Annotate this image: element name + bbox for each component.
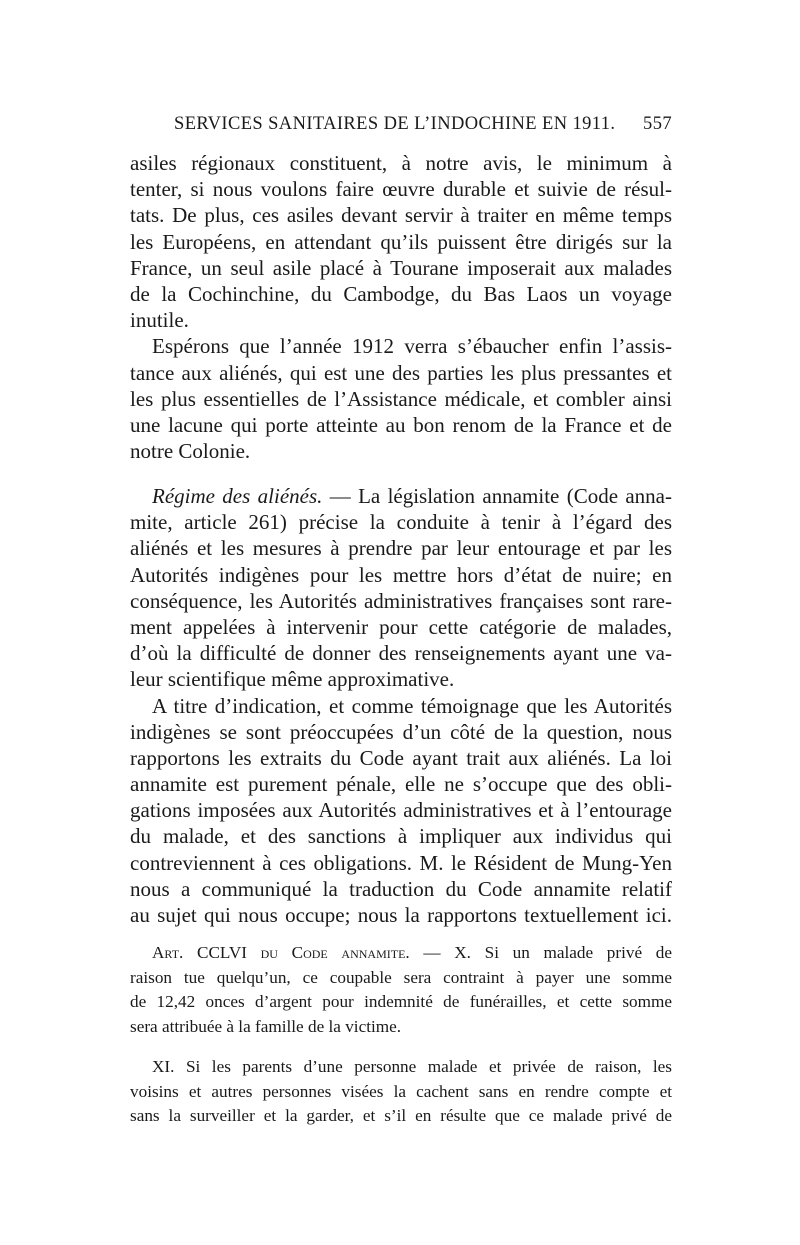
text-line: d’où la difficulté de donner des renseignements ayant une va- xyxy=(130,641,672,666)
article-label: Art. CCLVI du Code annamite. xyxy=(152,943,410,962)
code-extract xyxy=(130,941,672,1039)
text-line: Autorités indigènes pour les mettre hors d’état de nuire; en xyxy=(130,562,672,587)
text-line: leur scientifique même approximative. xyxy=(130,667,455,692)
text-line: nous a communiqué la traduction du Code annamite relatif xyxy=(130,876,672,901)
text-line: contreviennent à ces obligations. M. le Résident de Mung-Yen xyxy=(130,850,672,875)
text-line: tats. De plus, ces asiles devant servir à traiter en même temps xyxy=(130,203,672,228)
text-line: voisins et autres personnes visées la cachent sans en rendre compte et xyxy=(130,1081,672,1101)
text-line: Espérons que l’année 1912 verra s’ébaucher enfin l’assis- xyxy=(152,334,672,359)
body-text-bottom xyxy=(130,483,672,928)
text-line: sans la surveiller et la garder, et s’il en résulte que ce malade privé de xyxy=(130,1106,672,1125)
running-head xyxy=(130,114,672,138)
section-first-line-text: — La législation annamite (Code anna- xyxy=(322,484,672,508)
body-text-top xyxy=(130,150,672,464)
text-line: tance aux aliénés, qui est une des parties les plus pressantes et xyxy=(130,360,672,385)
text-line: A titre d’indication, et comme témoignage que les Autorités xyxy=(152,693,672,718)
text-line: mite, article 261) précise la conduite à tenir à l’égard des xyxy=(130,510,672,535)
text-line: les Européens, en attendant qu’ils puissent être dirigés sur la xyxy=(130,229,672,254)
section-first-line xyxy=(130,483,672,509)
running-title: SERVICES SANITAIRES DE L’INDOCHINE EN 1911. xyxy=(174,114,616,134)
text-line: rapportons les extraits du Code ayant trait aux aliénés. La loi xyxy=(130,745,672,770)
text-line: gations imposées aux Autorités administratives et à l’entourage xyxy=(130,798,672,823)
text-line: tenter, si nous voulons faire œuvre durable et suivie de résul- xyxy=(130,177,672,202)
text-line: indigènes se sont préoccupées d’un côté de la question, nous xyxy=(130,719,672,744)
text-line: une lacune qui porte atteinte au bon renom de la France et de xyxy=(130,412,672,437)
code-extract-xi xyxy=(130,1055,672,1129)
text-line: les plus essentielles de l’Assistance médicale, et combler ainsi xyxy=(130,386,672,411)
text-line: annamite est purement pénale, elle ne s’occupe que des obli- xyxy=(130,772,672,797)
article-first-line-text: — X. Si un malade privé de xyxy=(409,943,672,962)
article-first-line xyxy=(130,941,672,966)
text-line: ment appelées à intervenir pour cette catégorie de malades, xyxy=(130,614,672,639)
text-line: raison tue quelqu’un, ce coupable sera contraint à payer une somme xyxy=(130,967,672,987)
text-line: sera attribuée à la famille de la victime. xyxy=(130,1016,402,1036)
text-line: du malade, et des sanctions à impliquer aux individus qui xyxy=(130,824,672,849)
text-line: notre Colonie. xyxy=(130,439,251,464)
text-line: de 12,42 onces d’argent pour indemnité de funérailles, et cette somme xyxy=(130,992,672,1011)
text-line: aliénés et les mesures à prendre par leur entourage et par les xyxy=(130,536,672,561)
section-heading: Régime des aliénés. xyxy=(152,484,323,508)
text-line: XI. Si les parents d’une personne malade et privée de raison, les xyxy=(152,1057,672,1076)
page-number: 557 xyxy=(643,114,672,134)
text-line: conséquence, les Autorités administratives françaises sont rare- xyxy=(130,588,672,613)
text-line: asiles régionaux constituent, à notre avis, le minimum à xyxy=(130,151,672,175)
text-line: de la Cochinchine, du Cambodge, du Bas Laos un voyage xyxy=(130,281,672,306)
text-line: inutile. xyxy=(130,308,189,333)
text-line: au sujet qui nous occupe; nous la rapportons textuellement ici. xyxy=(130,903,672,927)
text-line: France, un seul asile placé à Tourane imposerait aux malades xyxy=(130,255,672,280)
